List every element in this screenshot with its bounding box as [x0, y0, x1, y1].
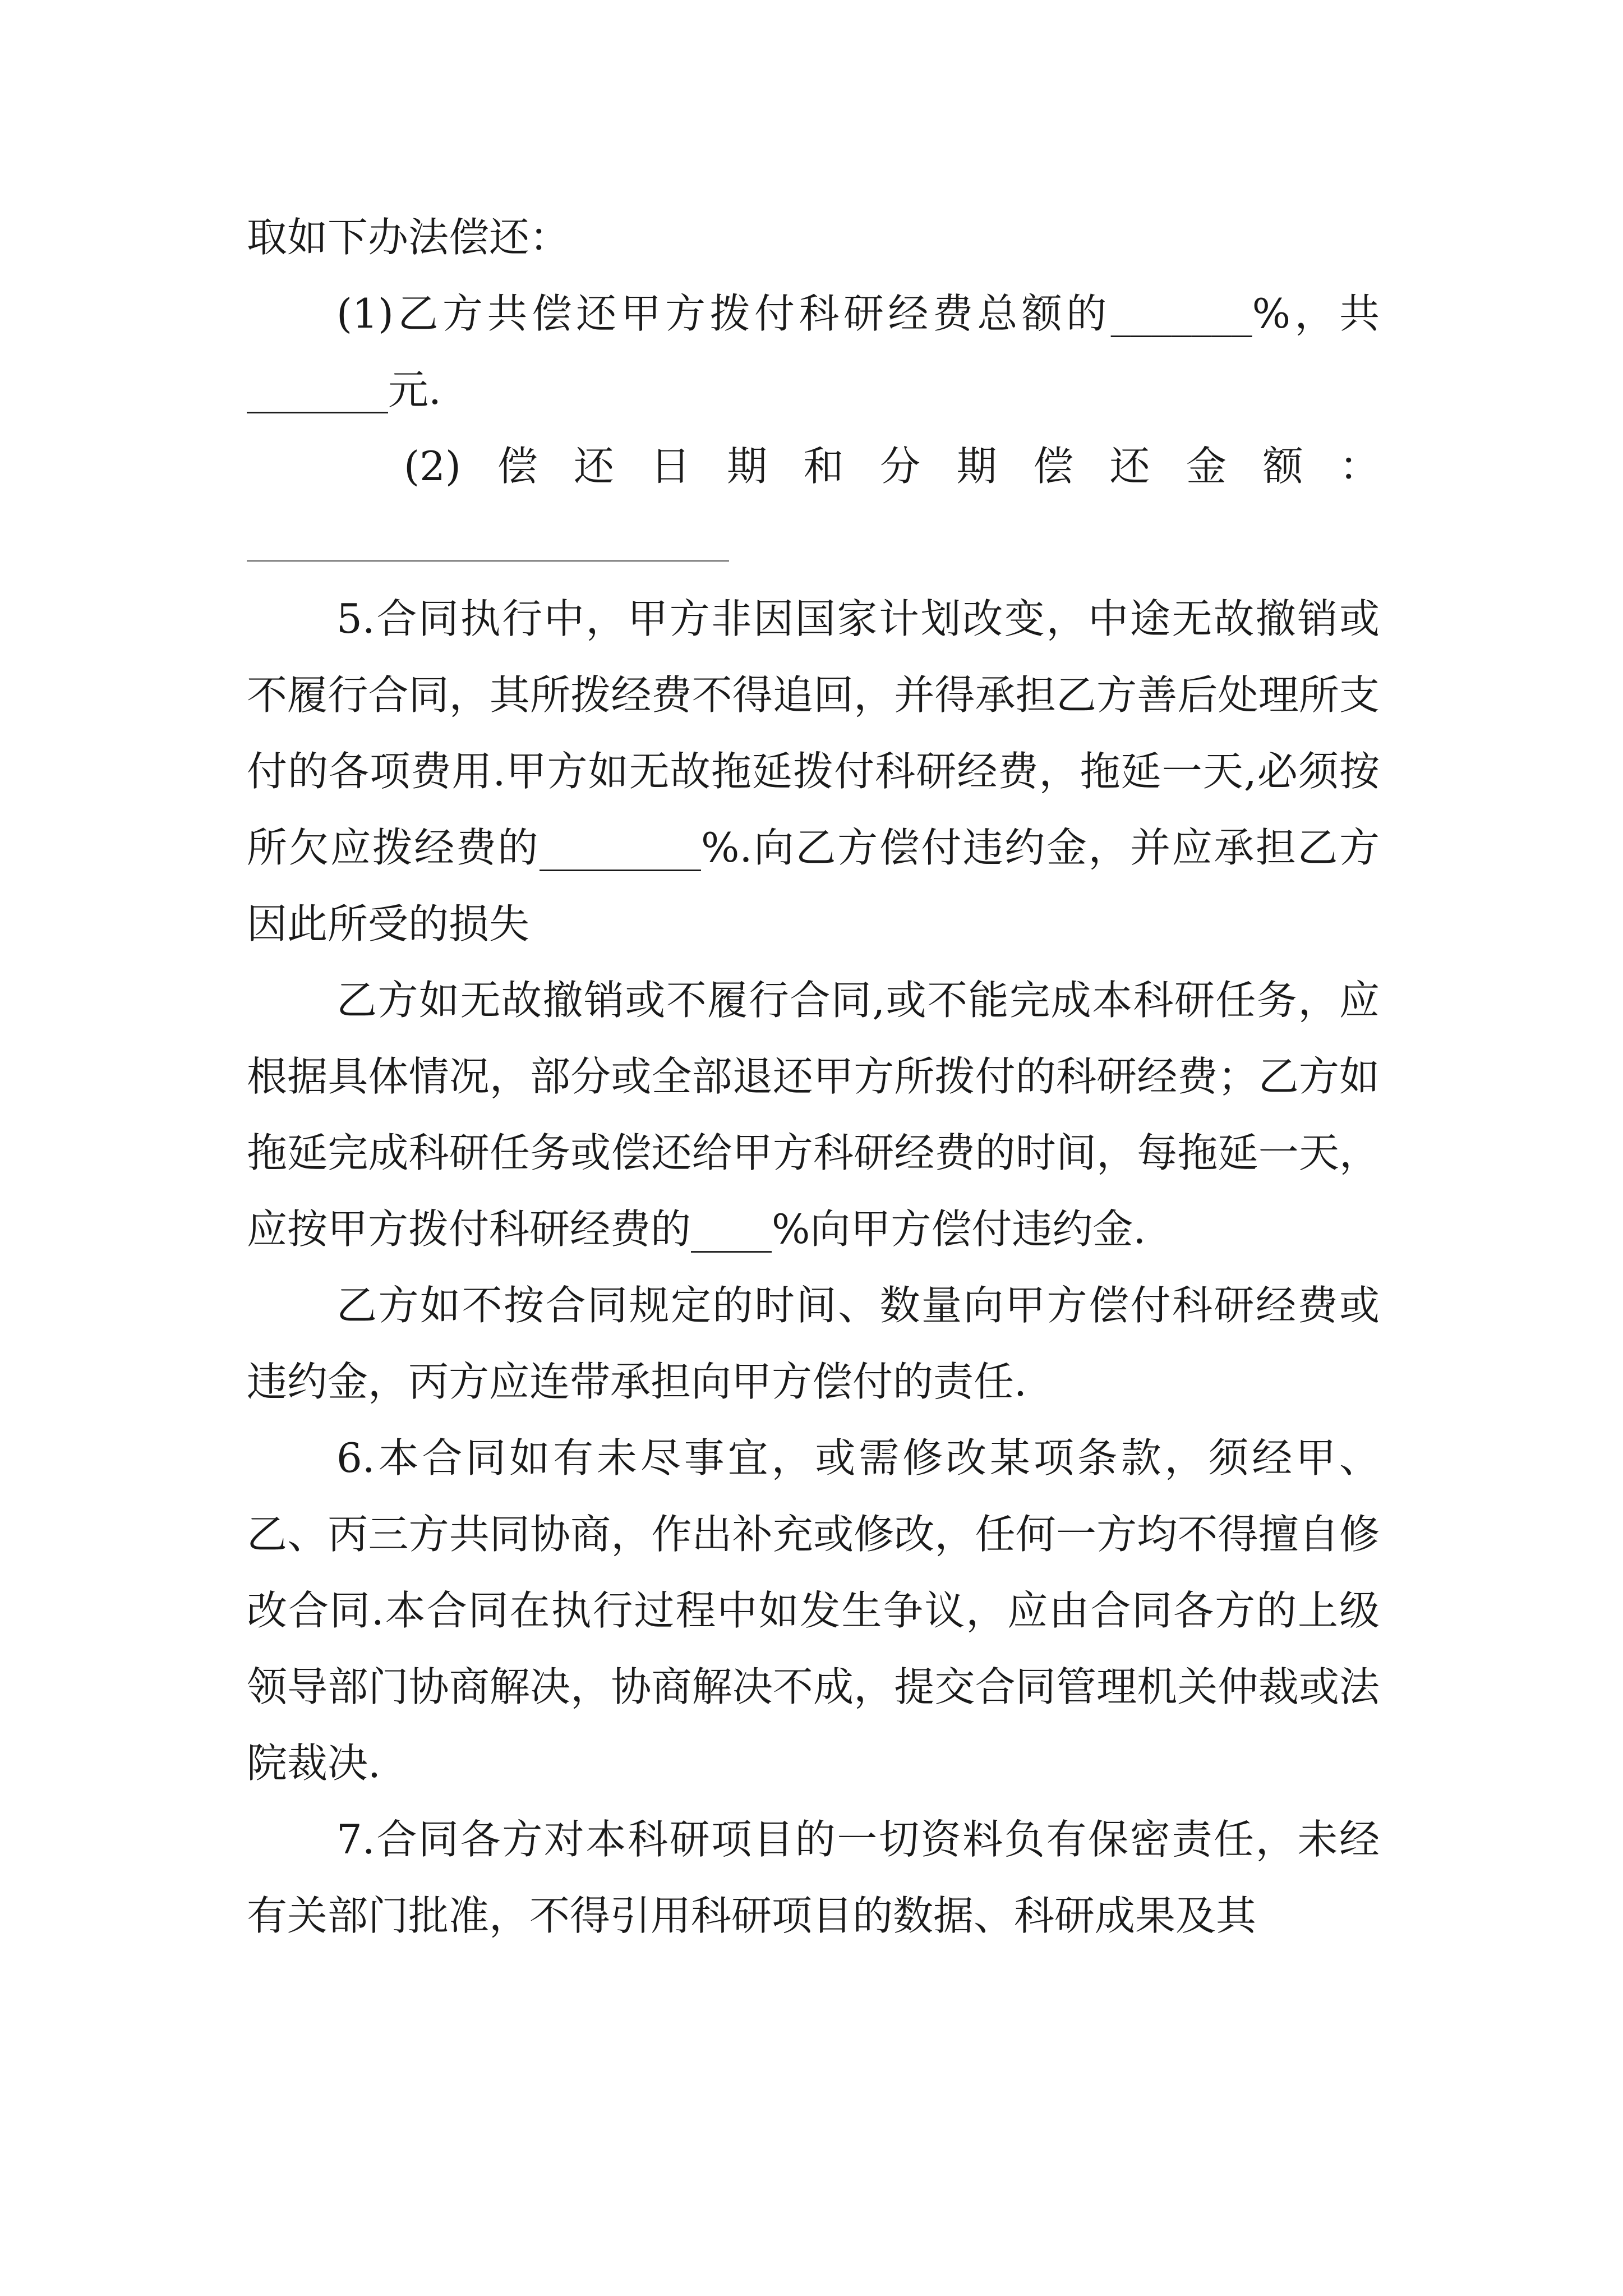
paragraph-clause-5: 5.合同执行中，甲方非因国家计划改变，中途无故撤销或不履行合同，其所拨经费不得追回，并得承担乙方善后处理所支付的各项费用.甲方如无故拖延拨付科研经费，拖延一天,必须按所欠应拨经费的________%.向乙方偿付违约金，并应承担乙方因此所受的损失: [247, 595, 1380, 947]
item-2-char: 期: [956, 443, 997, 490]
paragraph-item-1: (1)乙方共偿还甲方拨付科研经费总额的_______%，共_______元.: [247, 290, 1380, 413]
item-2-char: 还: [573, 443, 614, 490]
paragraph-clause-7: 7.合同各方对本科研项目的一切资料负有保密责任，未经有关部门批准，不得引用科研项目的数据、科研成果及其: [247, 1816, 1380, 1939]
paragraph-clause-6: 6.本合同如有未尽事宜，或需修改某项条款，须经甲、乙、丙三方共同协商，作出补充或修改，任何一方均不得擅自修改合同.本合同在执行过程中如发生争议，应由合同各方的上级领导部门协商解决，协商解决不成，提交合同管理机关仲裁或法院裁决.: [247, 1434, 1380, 1787]
paragraph-item-2: [247, 428, 1380, 504]
item-2-char: 额: [1262, 443, 1303, 490]
item-2-char: 日: [650, 443, 691, 490]
item-2-char: 分: [879, 443, 920, 490]
item-2-char: 还: [1109, 443, 1150, 490]
blank-fill-line: [247, 504, 729, 581]
item-2-char: 偿: [497, 443, 538, 490]
item-2-char: 金: [1186, 443, 1227, 490]
item-2-char: (2): [404, 443, 461, 490]
document-body: [247, 199, 1380, 1954]
item-2-char: ：: [1339, 443, 1380, 490]
paragraph-party-c-liability: 乙方如不按合同规定的时间、数量向甲方偿付科研经费或违约金，丙方应连带承担向甲方偿付的责任.: [247, 1282, 1380, 1405]
item-2-char: 偿: [1032, 443, 1073, 490]
item-2-char: 和: [803, 443, 844, 490]
item-2-char: 期: [726, 443, 767, 490]
paragraph-repayment-intro: 取如下办法偿还：: [247, 214, 570, 261]
paragraph-party-b-breach: 乙方如无故撤销或不履行合同,或不能完成本科研任务，应根据具体情况，部分或全部退还甲方所拨付的科研经费；乙方如拖延完成科研任务或偿还给甲方科研经费的时间，每拖延一天，应按甲方拨付科研经费的____%向甲方偿付违约金.: [247, 977, 1380, 1253]
